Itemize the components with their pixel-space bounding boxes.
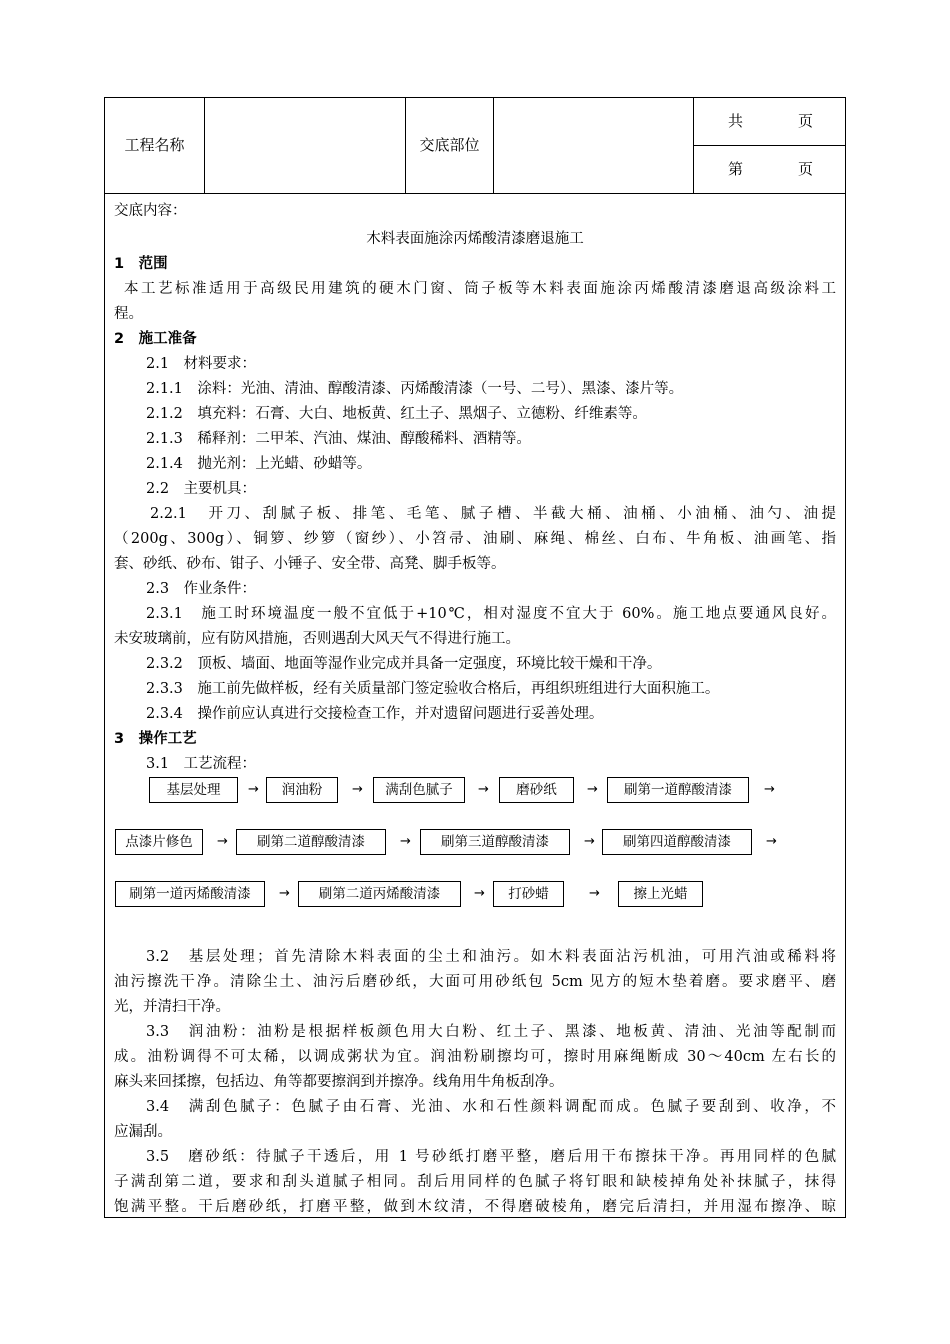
flow-step: 打砂蜡 (493, 881, 564, 907)
flow-step: 刷第四道醇酸清漆 (602, 829, 752, 855)
flow-step: 刷第二道丙烯酸清漆 (298, 881, 461, 907)
process-flowchart (114, 777, 836, 931)
item-2-1-2: 2.1.2 填充料：石膏、大白、地板黄、红土子、黑烟子、立德粉、纤维素等。 (146, 406, 647, 422)
flow-step: 润油粉 (266, 777, 338, 803)
document-title: 木料表面施涂丙烯酸清漆磨退施工 (366, 231, 584, 247)
flow-step: 刷第一道醇酸清漆 (607, 777, 749, 803)
item-2-2-1-cont2: 套、砂纸、砂布、钳子、小锤子、安全带、高凳、脚手板等。 (114, 556, 506, 572)
flow-arrow-icon: → (352, 782, 363, 797)
flow-step: 磨砂纸 (499, 777, 574, 803)
item-2-3-2: 2.3.2 顶板、墙面、地面等湿作业完成并具备一定强度，环境比较干燥和干净。 (146, 656, 662, 672)
item-2-2-1: 2.2.1 开刀、刮腻子板、排笔、毛笔、腻子槽、半截大桶、油桶、小油桶、油勺、油提 (150, 506, 836, 522)
page-number-suffix: 页 (798, 160, 814, 178)
project-name-label: 工程名称 (105, 98, 205, 193)
item-2-1: 2.1 材料要求： (146, 356, 257, 372)
flow-arrow-icon: → (584, 834, 595, 849)
flow-step: 基层处理 (149, 777, 238, 803)
disclosure-content (105, 193, 845, 1220)
item-3-2-cont2: 光，并清扫干净。 (114, 999, 230, 1015)
flow-arrow-icon: → (217, 834, 228, 849)
item-2-1-1: 2.1.1 涂料：光油、清油、醇酸清漆、丙烯酸清漆（一号、二号）、黑漆、漆片等。 (146, 381, 684, 397)
total-pages-prefix: 共 (728, 112, 744, 130)
item-3-1: 3.1 工艺流程： (146, 756, 257, 772)
project-name-field (205, 98, 406, 193)
intro-label: 交底内容： (114, 203, 187, 219)
flow-arrow-icon: → (587, 782, 598, 797)
flow-arrow-icon: → (764, 782, 775, 797)
flow-arrow-icon: → (279, 886, 290, 901)
section-2-heading: 2 施工准备 (114, 331, 197, 347)
flow-row-1 (114, 777, 836, 807)
flow-step: 擦上光蜡 (618, 881, 703, 907)
item-3-2-cont: 油污擦洗干净。清除尘土、油污后磨砂纸，大面可用砂纸包 5cm 见方的短木垫着磨。要求磨平、磨 (114, 974, 836, 990)
flow-arrow-icon: → (478, 782, 489, 797)
flow-step: 刷第一道丙烯酸清漆 (115, 881, 265, 907)
item-2-3-1: 2.3.1 施工时环境温度一般不宜低于+10℃，相对湿度不宜大于 60%。施工地点要通风良好。 (146, 606, 836, 622)
form-header (105, 98, 845, 194)
flow-step: 刷第二道醇酸清漆 (236, 829, 386, 855)
section-1-heading: 1 范围 (114, 256, 168, 272)
item-3-3-cont: 成。油粉调得不可太稀，以调成粥状为宜。润油粉刷擦均可，擦时用麻绳断成 30～40cm 左右长的 (114, 1049, 836, 1065)
flow-arrow-icon: → (474, 886, 485, 901)
flow-arrow-icon: → (248, 782, 259, 797)
flow-step: 刷第三道醇酸清漆 (420, 829, 570, 855)
flow-step: 点漆片修色 (115, 829, 203, 855)
item-2-3-3: 2.3.3 施工前先做样板，经有关质量部门签定验收合格后，再组织班组进行大面积施工。 (146, 681, 720, 697)
item-2-1-3: 2.1.3 稀释剂：二甲苯、汽油、煤油、醇酸稀料、酒精等。 (146, 431, 531, 447)
item-3-4: 3.4 满刮色腻子：色腻子由石膏、光油、水和石性颜料调配而成。色腻子要刮到、收净，不 (146, 1099, 836, 1115)
item-3-5-cont: 子满刮第二道，要求和刮头道腻子相同。刮后用同样的色腻子将钉眼和缺棱掉角处补抹腻子，抹得 (114, 1174, 836, 1190)
section-1-paragraph-cont: 程。 (114, 306, 143, 322)
item-2-3-1-cont: 未安玻璃前，应有防风措施，否则遇刮大风天气不得进行施工。 (114, 631, 520, 647)
technical-disclosure-form (104, 97, 846, 1218)
disclosure-part-field (494, 98, 694, 193)
item-3-3-cont2: 麻头来回揉擦，包括边、角等都要擦润到并擦净。线角用牛角板刮净。 (114, 1074, 564, 1090)
flow-arrow-icon: → (400, 834, 411, 849)
item-3-5: 3.5 磨砂纸：待腻子干透后，用 1 号砂纸打磨平整，磨后用干布擦抹干净。再用同样的色腻 (146, 1149, 836, 1165)
page-number-prefix: 第 (728, 160, 744, 178)
section-3-heading: 3 操作工艺 (114, 731, 197, 747)
total-pages-suffix: 页 (798, 112, 814, 130)
disclosure-part-label: 交底部位 (406, 98, 494, 193)
item-2-2: 2.2 主要机具： (146, 481, 257, 497)
section-1-paragraph: 本工艺标准适用于高级民用建筑的硬木门窗、筒子板等木料表面施涂丙烯酸清漆磨退高级涂料工 (124, 281, 836, 297)
flow-step: 满刮色腻子 (373, 777, 465, 803)
item-3-4-cont: 应漏刮。 (114, 1124, 172, 1140)
total-pages-cell (694, 98, 845, 146)
item-2-2-1-cont: （200g、300g）、铜箩、纱箩（窗纱）、小笤帚、油刷、麻绳、棉丝、白布、牛角板、油画笔、指 (114, 531, 836, 547)
item-3-3: 3.3 润油粉：油粉是根据样板颜色用大白粉、红土子、黑漆、地板黄、清油、光油等配制而 (146, 1024, 836, 1040)
item-2-1-4: 2.1.4 抛光剂：上光蜡、砂蜡等。 (146, 456, 372, 472)
page-number-cell (694, 146, 845, 193)
item-3-5-cont2: 饱满平整。干后磨砂纸，打磨平整，做到木纹清，不得磨破棱角，磨完后清扫，并用湿布擦净、晾 (114, 1199, 836, 1215)
item-3-2: 3.2 基层处理；首先清除木料表面的尘土和油污。如木料表面沾污机油，可用汽油或稀料将 (146, 949, 836, 965)
flow-row-2 (114, 829, 836, 859)
item-2-3: 2.3 作业条件： (146, 581, 257, 597)
flow-row-3 (114, 881, 836, 911)
flow-arrow-icon: → (766, 834, 777, 849)
item-2-3-4: 2.3.4 操作前应认真进行交接检查工作，并对遗留问题进行妥善处理。 (146, 706, 604, 722)
flow-arrow-icon: → (589, 886, 600, 901)
